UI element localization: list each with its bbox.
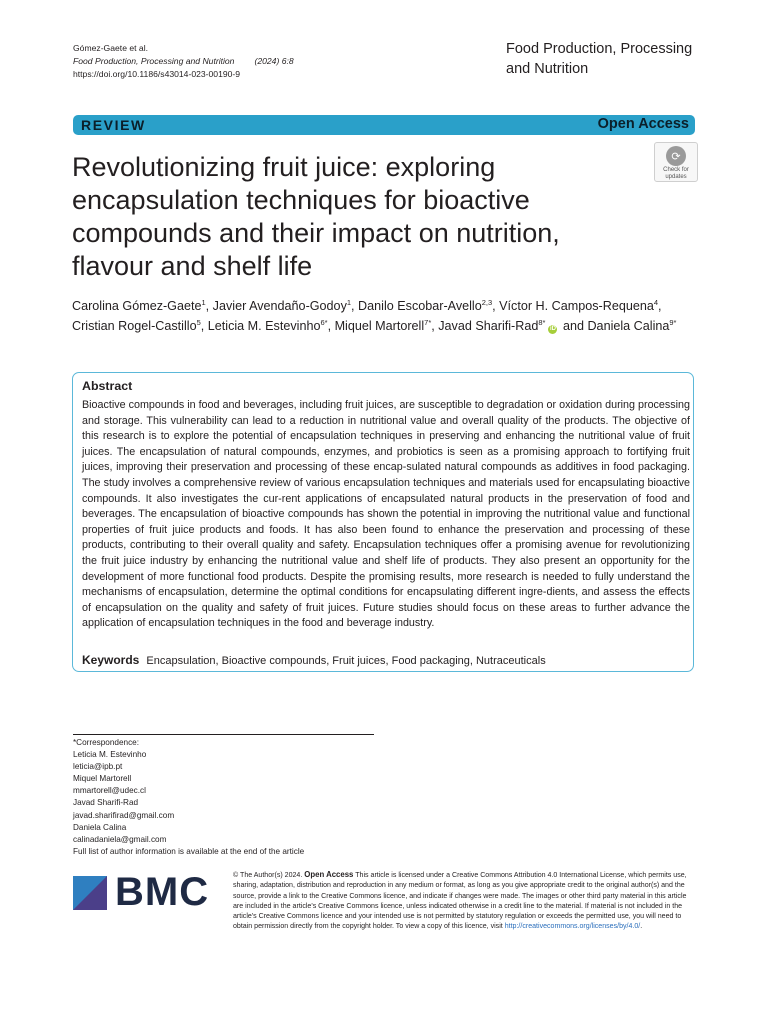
- author-affiliation: 8*: [538, 318, 546, 327]
- author-affiliation: 6*: [320, 318, 328, 327]
- doi-link[interactable]: https://doi.org/10.1186/s43014-023-00190-9: [73, 69, 241, 79]
- author-name[interactable]: Javad Sharifi-Rad: [438, 319, 539, 333]
- refresh-check-icon: ⟳: [666, 146, 686, 166]
- correspondence-email[interactable]: leticia@ipb.pt: [73, 762, 123, 772]
- author-affiliation: 9*: [669, 318, 677, 327]
- author-affiliation: 4: [653, 298, 659, 307]
- journal-name-line1: Food Production, Processing: [506, 41, 693, 57]
- correspondence-name: Daniela Calina: [73, 822, 127, 832]
- correspondence-name: Miquel Martorell: [73, 774, 132, 784]
- author-name[interactable]: Danilo Escobar-Avello: [358, 299, 482, 313]
- correspondence-email[interactable]: javad.sharifirad@gmail.com: [73, 810, 175, 820]
- author-name[interactable]: Miquel Martorell: [334, 319, 425, 333]
- author-affiliation: 7*: [424, 318, 432, 327]
- citation-journal: Food Production, Processing and Nutrition: [73, 56, 235, 66]
- article-title: Revolutionizing fruit juice: exploring encapsulation techniques for bioactive compounds and their impact on nutrition, flavour and shelf life: [72, 152, 560, 281]
- license-open-access: Open Access: [304, 870, 354, 879]
- keywords-line: [82, 653, 546, 667]
- author-affiliation: 1: [346, 298, 352, 307]
- bmc-logo-mark: [73, 876, 107, 910]
- author-name[interactable]: Cristian Rogel-Castillo: [72, 319, 197, 333]
- license-body: This article is licensed under a Creative Commons Attribution 4.0 International License, which permits use, sharing, adaptation, distribution and reproduction in any medium or format, as long as you give appropriate credit to the original author(s) and the source, provide a link to the Creative Commons licence, and indicate if changes were made. The images or other third party material in this article are included in the article's Creative Commons licence, unless indicated otherwise in a credit line to the material. If material is not included in the article's Creative Commons licence and your intended use is not permitted by statutory regulation or exceeds the permitted use, you will need to obtain permission directly from the copyright holder. To view a copy of this licence, visit: [233, 872, 687, 931]
- abstract-box: [72, 372, 694, 672]
- license-text: © The Author(s) 2024. Open Access This article is licensed under a Creative Commons Attribution 4.0 International License, which permits use, sharing, adaptation, distribution and reproduction in any medium or format, as long as you give appropriate credit to the original author(s) and the source, provide a link to the Creative Commons licence, and indicate if changes were made. The images or other third party material in this article are included in the article's Creative Commons licence, unless indicated otherwise in a credit line to the material. If material is not included in the article's Creative Commons licence and your intended use is not permitted by statutory regulation or exceeds the permitted use, you will need to obtain permission directly from the copyright holder. To view a copy of this licence, visit http://creativecommons.org/licenses/by/4.0/.: [233, 870, 687, 931]
- author-name[interactable]: Javier Avendaño-Godoy: [212, 299, 347, 313]
- citation-block: [73, 42, 294, 81]
- author-list: Carolina Gómez-Gaete$^1$, Javier Avendaño-Godoy$^1$, Danilo Escobar-Avello$^{2,3}$, Víctor H. Campos-Requena$^4$, Cristian Rogel-Castillo$^5$, Leticia M. Estevinho$^{6*}$, Miquel Martorell$^{7*}$, Javad Sharifi-Rad$^{8*}$iD and Daniela Calina$^{9*}$: [72, 298, 677, 333]
- journal-name: [506, 40, 692, 79]
- author-affiliation: 2,3: [481, 298, 493, 307]
- author-name[interactable]: Víctor H. Campos-Requena: [499, 299, 654, 313]
- check-for-updates-label: Check for updates: [663, 167, 689, 180]
- citation-journal-line: [73, 55, 294, 68]
- citation-year: (2024) 6:8: [254, 56, 294, 66]
- author-affiliation: 5: [196, 318, 201, 327]
- article-type-label: REVIEW: [81, 117, 146, 133]
- bmc-wordmark: BMC: [115, 870, 210, 914]
- citation-authors: Gómez-Gaete et al.: [73, 43, 148, 53]
- author-name[interactable]: and Daniela Calina: [562, 319, 670, 333]
- abstract-text: Bioactive compounds in food and beverages, including fruit juices, are susceptible to degradation or oxidation during processing and storage. This vulnerability can lead to a reduction in nutritional value and overall quality of the products. The objective of this research is to explore the potential of encapsulation techniques in preserving and enhancing the nutritional value of fruit juices. The encapsulation of natural compounds, enzymes, and probiotics is seen as a promising approach to fortifying fruit juices, improving their preservation and processing of these encap-sulated natural compounds as additives in food packaging. The study involves a comprehensive review of various encapsulation techniques and materials used for encapsulating bioactive compounds. It also investigates the cur-rent applications of encapsulated natural products in the preservation of food and beverages. The encapsulation of bioactive compounds has shown the potential in improving the nutritional value and functional properties of fruit juice products and foods. It has also been found to enhance the preservation and processing of these products, contributing to their overall quality and safety. Encapsulation techniques offer a promising avenue for revolutionizing the fruit juice industry by enhancing the nutritional value and shelf life of products. They also present an opportunity for the development of more functional food products. Despite the promising results, more research is needed to fully understand the mechanisms of encapsulation, determine the optimal conditions for encapsulating different ingre-dients, and assess the effects of encapsulation on the quality and safety of fruit juices. Future studies should focus on these areas to further advance the application of encapsulation techniques in the food and beverage industry.: [82, 399, 690, 630]
- journal-name-line2: and Nutrition: [506, 60, 589, 77]
- correspondence-name: Javad Sharifi-Rad: [73, 798, 139, 808]
- correspondence-email[interactable]: mmartorell@udec.cl: [73, 786, 146, 796]
- author-info-note: Full list of author information is available at the end of the article: [73, 846, 305, 856]
- keywords-label: Keywords: [82, 653, 140, 667]
- author-affiliation: 1: [201, 298, 206, 307]
- orcid-icon[interactable]: iD: [549, 326, 556, 332]
- correspondence-email[interactable]: calinadaniela@gmail.com: [73, 834, 167, 844]
- author-name[interactable]: Leticia M. Estevinho: [207, 319, 321, 333]
- article-type-band: [73, 115, 695, 135]
- footnote-divider: [73, 734, 374, 735]
- correspondence-name: Leticia M. Estevinho: [73, 750, 147, 760]
- bmc-logo: [73, 870, 213, 914]
- license-link[interactable]: http://creativecommons.org/licenses/by/4.0/: [504, 923, 641, 931]
- abstract-heading: Abstract: [82, 379, 133, 393]
- keywords-list: Encapsulation, Bioactive compounds, Fruit juices, Food packaging, Nutraceuticals: [146, 655, 546, 667]
- correspondence-block: [73, 737, 304, 858]
- check-for-updates-button[interactable]: [654, 142, 698, 182]
- author-name[interactable]: Carolina Gómez-Gaete: [72, 299, 202, 313]
- correspondence-label: *Correspondence:: [73, 738, 139, 747]
- open-access-label: Open Access: [597, 116, 689, 132]
- license-lead: © The Author(s) 2024.: [233, 872, 303, 879]
